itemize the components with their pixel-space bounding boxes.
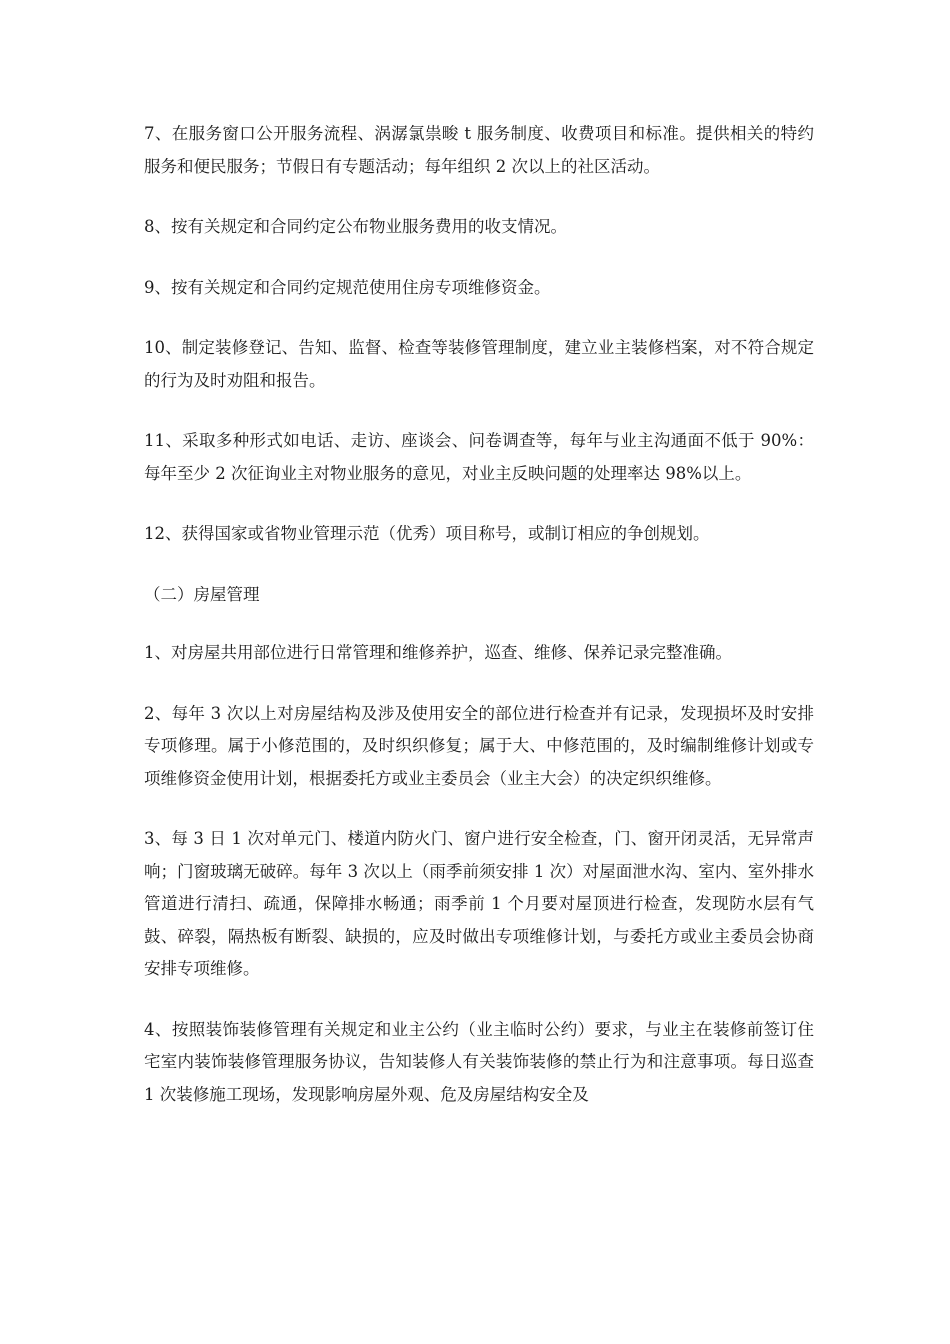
document-body xyxy=(144,118,814,1139)
section-heading-housing-management: （二）房屋管理 xyxy=(144,584,260,604)
paragraph-housing-1: 1、对房屋共用部位进行日常管理和维修养护，巡查、维修、保养记录完整准确。 xyxy=(144,643,732,662)
paragraph-housing-3: 3、每 3 日 1 次对单元门、楼道内防火门、窗户进行安全检查，门、窗开闭灵活，无异常声响；门窗玻璃无破碎。每年 3 次以上（雨季前须安排 1 次）对屋面泄水沟、室内、室外排水管道进行清扫、疏通，保障排水畅通；雨季前 1 个月要对屋顶进行检查，发现防水层有气鼓、碎裂，隔热板有断裂、缺损的，应及时做出专项维修计划，与委托方或业主委员会协商安排专项维修。 xyxy=(144,829,814,978)
paragraph-housing-4: 4、按照装饰装修管理有关规定和业主公约（业主临时公约）要求，与业主在装修前签订住宅室内装饰装修管理服务协议，告知装修人有关装饰装修的禁止行为和注意事项。每日巡查 1 次装修施工现场，发现影响房屋外观、危及房屋结构安全及 xyxy=(144,1019,814,1104)
paragraph-item-11: 11、采取多种形式如电话、走访、座谈会、问卷调查等，每年与业主沟通面不低于 90%：每年至少 2 次征询业主对物业服务的意见，对业主反映问题的处理率达 98%以上。 xyxy=(144,431,814,483)
paragraph-housing-2: 2、每年 3 次以上对房屋结构及涉及使用安全的部位进行检查并有记录，发现损坏及时安排专项修理。属于小修范围的，及时织织修复；属于大、中修范围的，及时编制维修计划或专项维修资金使用计划，根据委托方或业主委员会（业主大会）的决定织织维修。 xyxy=(144,703,814,788)
paragraph-item-8: 8、按有关规定和合同约定公布物业服务费用的收支情况。 xyxy=(144,217,567,236)
paragraph-item-10: 10、制定装修登记、告知、监督、检查等装修管理制度，建立业主装修档案，对不符合规定的行为及时劝阻和报告。 xyxy=(144,338,814,390)
paragraph-item-9: 9、按有关规定和合同约定规范使用住房专项维修资金。 xyxy=(144,277,551,297)
paragraph-item-7: 7、在服务窗口公开服务流程、涡潺氯祟畯 t 服务制度、收费项目和标准。提供相关的特约服务和便民服务；节假日有专题活动；每年组织 2 次以上的社区活动。 xyxy=(144,124,814,176)
paragraph-item-12: 12、获得国家或省物业管理示范（优秀）项目称号，或制订相应的争创规划。 xyxy=(144,524,710,543)
